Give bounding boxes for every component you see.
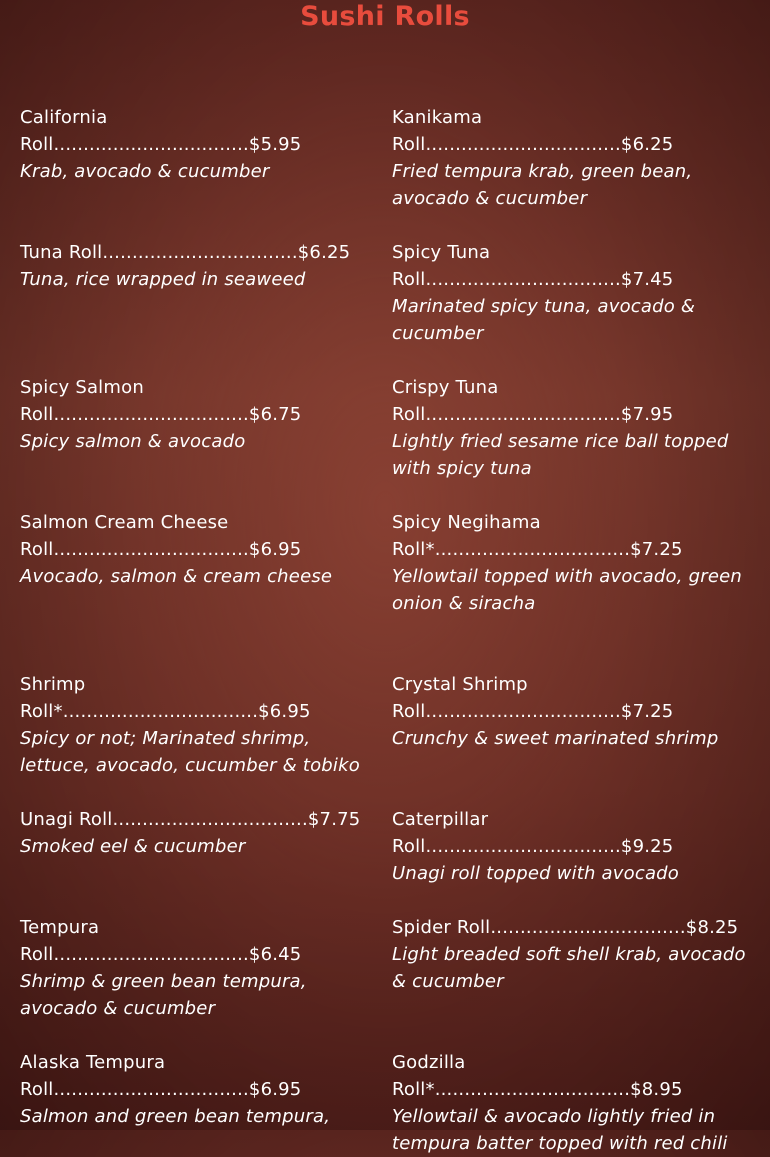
menu-item-name: Salmon Cream Cheese Roll.................................$6.95 — [20, 512, 302, 560]
menu-item — [392, 914, 752, 995]
menu-item — [20, 806, 380, 860]
menu-item — [20, 914, 380, 1022]
menu-item-name: Godzilla Roll*.................................$8.95 — [392, 1052, 683, 1100]
menu-item-name: Tuna Roll.................................$6.25 — [20, 242, 351, 263]
menu-item-description: Yellowtail topped with avocado, green onion & siracha — [392, 566, 742, 614]
menu-item — [20, 374, 380, 455]
menu-item-name: California Roll.................................$5.95 — [20, 107, 302, 155]
menu-item — [20, 239, 380, 293]
menu-item-description: Yellowtail & avocado lightly fried in tempura batter topped with red chili — [392, 1106, 728, 1154]
menu-item — [392, 104, 752, 212]
menu-item-name: Spicy Negihama Roll*.................................$7.25 — [392, 512, 683, 560]
menu-item-name: Crispy Tuna Roll.................................$7.95 — [392, 377, 674, 425]
menu-item-name: Shrimp Roll*.................................$6.95 — [20, 674, 311, 722]
menu-item — [20, 1049, 302, 1103]
menu-item — [392, 671, 762, 752]
menu-item — [392, 239, 752, 347]
menu-item-description-block — [20, 563, 380, 590]
menu-item — [392, 806, 752, 887]
menu-item-name: Spider Roll.................................$8.25 — [392, 917, 739, 938]
menu-item — [392, 374, 752, 482]
menu-item-description: Spicy or not; Marinated shrimp, lettuce, avocado, cucumber & tobiko — [20, 728, 360, 776]
menu-item-name: Unagi Roll.................................$7.75 — [20, 809, 361, 830]
menu-item — [392, 509, 683, 563]
menu-item-description: Tuna, rice wrapped in seaweed — [20, 269, 306, 290]
menu-item — [20, 671, 380, 779]
menu-item-description: Spicy salmon & avocado — [20, 431, 246, 452]
menu-item-description: Light breaded soft shell krab, avocado & cucumber — [392, 944, 746, 992]
menu-item-description: Shrimp & green bean tempura, avocado & cucumber — [20, 971, 307, 1019]
menu-item — [20, 509, 302, 563]
menu-item-name: Spicy Tuna Roll.................................$7.45 — [392, 242, 674, 290]
menu-item-name: Alaska Tempura Roll.................................$6.95 — [20, 1052, 302, 1100]
menu-item-description: Marinated spicy tuna, avocado & cucumber — [392, 296, 696, 344]
menu-item-description: Unagi roll topped with avocado — [392, 863, 680, 884]
menu-item-name: Tempura Roll.................................$6.45 — [20, 917, 302, 965]
menu-item — [392, 1049, 752, 1157]
menu-item-description: Fried tempura krab, green bean, avocado & cucumber — [392, 161, 693, 209]
page-title: Sushi Rolls — [300, 1, 470, 32]
menu-item-description-block — [392, 563, 752, 617]
menu-item-name: Kanikama Roll.................................$6.25 — [392, 107, 674, 155]
menu-item-name: Spicy Salmon Roll.................................$6.75 — [20, 377, 302, 425]
menu-item-description: Salmon and green bean tempura, — [20, 1106, 331, 1127]
menu-item-description: Lightly fried sesame rice ball topped with spicy tuna — [392, 431, 729, 479]
menu-item-name: Crystal Shrimp Roll.................................$7.25 — [392, 674, 674, 722]
menu-item-description: Crunchy & sweet marinated shrimp — [392, 728, 719, 749]
menu-item-description: Avocado, salmon & cream cheese — [20, 566, 333, 587]
menu-item-description-block — [20, 1103, 380, 1130]
menu-item-name: Caterpillar Roll.................................$9.25 — [392, 809, 674, 857]
menu-item-description: Krab, avocado & cucumber — [20, 161, 270, 182]
menu-item — [20, 104, 380, 185]
menu-item-description: Smoked eel & cucumber — [20, 836, 246, 857]
